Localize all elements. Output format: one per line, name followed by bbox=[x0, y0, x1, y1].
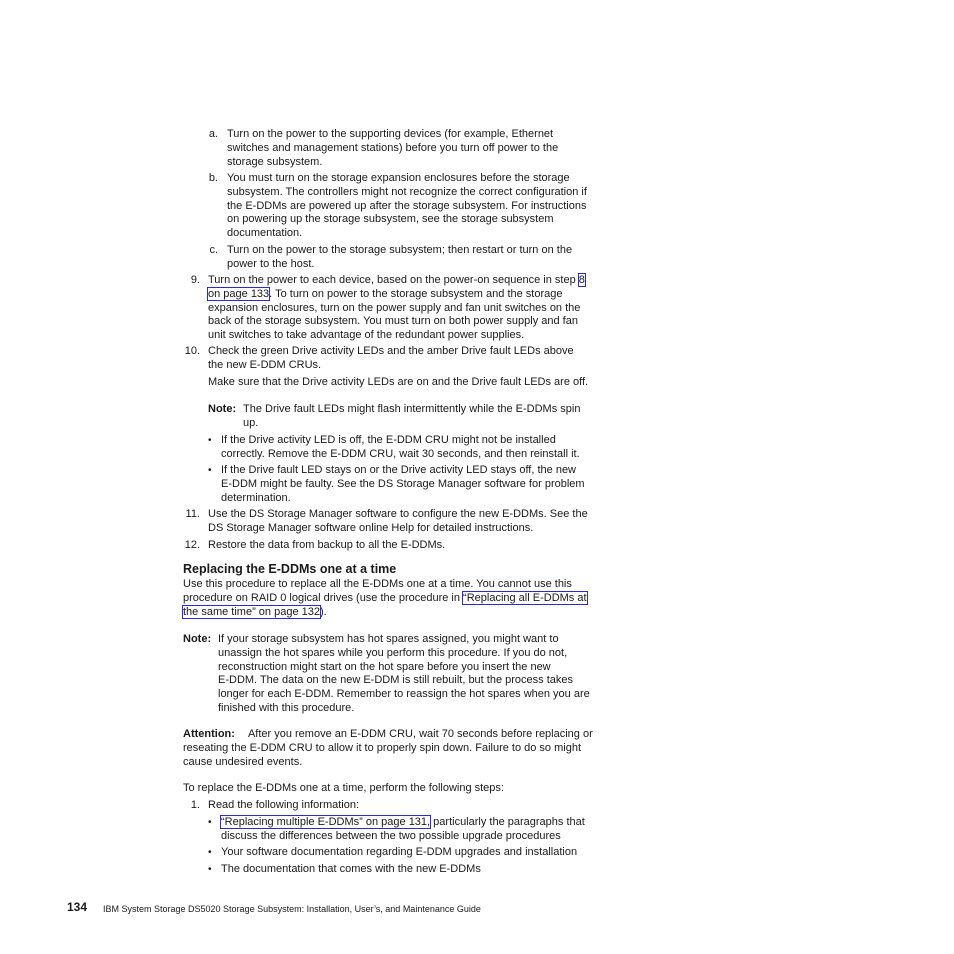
step-10-text: Check the green Drive activity LEDs and the amber Drive fault LEDs above the new E-DDM CRUs. bbox=[208, 345, 574, 371]
substep-a-marker: a. bbox=[208, 128, 218, 140]
substep-c-marker: c. bbox=[209, 244, 218, 256]
bullet-dot: • bbox=[208, 864, 212, 875]
steps-intro: To replace the E-DDMs one at a time, perform the following steps: bbox=[183, 782, 504, 794]
step-10-note-label: Note: bbox=[208, 403, 237, 415]
step-9-text: Turn on the power to each device, based on the power-on sequence in step 8 on page 133. To turn on power to the storage subsystem and the storage expansion enclosures, turn on the power supply and fan unit switches on the back of the storage subsystem. You must turn on both power supply and fan unit switches to take advantage of the redundant power supplies. bbox=[208, 274, 585, 342]
substep-b-marker: b. bbox=[208, 172, 218, 184]
page-number: 134 bbox=[67, 900, 88, 914]
replacing-all-link-part2[interactable]: the same time” on page 132 bbox=[183, 605, 320, 618]
replacing-multiple-link[interactable]: “Replacing multiple E-DDMs” on page 131, bbox=[221, 816, 431, 828]
bullet-dot: • bbox=[208, 465, 212, 476]
substep-c-text: Turn on the power to the storage subsystem; then restart or turn on the power to the host. bbox=[227, 244, 573, 270]
step-11-text: Use the DS Storage Manager software to configure the new E-DDMs. See the DS Storage Manager software online Help for detailed instructions. bbox=[208, 508, 588, 534]
bullet-dot: • bbox=[208, 817, 212, 828]
step-10-note-line2: up. bbox=[243, 417, 259, 429]
substep-b-text: You must turn on the storage expansion enclosures before the storage subsystem. The controllers might not recognize the correct configuration if the E-DDMs are powered up after the storage subsystem. For instructions on powering up the storage subsystem, see the storage subsystem documentation. bbox=[227, 172, 587, 240]
step-10-note-line1: The Drive fault LEDs might flash intermittently while the E-DDMs spin bbox=[243, 403, 581, 415]
section-note-text: If your storage subsystem has hot spares assigned, you might want to unassign the hot spares while you perform this procedure. If you do not, reconstruction might start on the hot spare before you insert the new E-DDM. The data on the new E-DDM is still rebuilt, but the process takes longer for each E-DDM. Remember to reassign the hot spares when you are finished with this procedure. bbox=[218, 633, 590, 714]
step-10-marker: 10. bbox=[184, 345, 200, 357]
substep-a-text: Turn on the power to the supporting devices (for example, Ethernet switches and management stations) before you turn off power to the storage subsystem. bbox=[227, 128, 559, 168]
replacing-all-link-part1[interactable]: “Replacing all E-DDMs at bbox=[463, 591, 587, 604]
bullet-dot: • bbox=[208, 435, 212, 446]
section-bullet-3: The documentation that comes with the new E-DDMs bbox=[221, 863, 481, 875]
bullet-dot: • bbox=[208, 847, 212, 858]
step-10-para: Make sure that the Drive activity LEDs are on and the Drive fault LEDs are off. bbox=[208, 376, 589, 388]
section-intro: Use this procedure to replace all the E-DDMs one at a time. You cannot use this procedure on RAID 0 logical drives (use the procedure in “Replacing all E-DDMs at the same time” on page 132). bbox=[183, 578, 587, 618]
section-bullet-1: “Replacing multiple E-DDMs” on page 131, particularly the paragraphs that discuss the differences between the two possible upgrade procedures bbox=[221, 816, 585, 842]
step-10-bullet-2: If the Drive fault LED stays on or the Drive activity LED stays off, the new E-DDM might be faulty. See the DS Storage Manager software for problem determination. bbox=[221, 464, 585, 504]
step-9-marker: 9. bbox=[190, 274, 200, 286]
step-8-link[interactable]: 8 bbox=[578, 274, 585, 286]
attention-block: Attention: After you remove an E-DDM CRU, wait 70 seconds before replacing or reseating the E-DDM CRU to allow it to properly spin down. Failure to do so might cause undesired events. bbox=[183, 728, 593, 768]
attention-label: Attention: bbox=[183, 728, 235, 740]
step-10-bullet-1: If the Drive activity LED is off, the E-DDM CRU might not be installed correctly. Remove the E-DDM CRU, wait 30 seconds, and then reinstall it. bbox=[221, 434, 580, 460]
footer-title: IBM System Storage DS5020 Storage Subsystem: Installation, User’s, and Maintenance Guide bbox=[103, 904, 481, 914]
section-bullet-2: Your software documentation regarding E-DDM upgrades and installation bbox=[221, 846, 578, 858]
step-12-marker: 12. bbox=[184, 539, 200, 551]
section-note-label: Note: bbox=[183, 633, 212, 645]
page-133-link[interactable]: on page 133 bbox=[208, 287, 270, 300]
section-step-1-text: Read the following information: bbox=[208, 799, 360, 811]
section-heading: Replacing the E-DDMs one at a time bbox=[183, 562, 397, 576]
step-12-text: Restore the data from backup to all the E-DDMs. bbox=[208, 539, 446, 551]
step-11-marker: 11. bbox=[185, 508, 200, 520]
section-step-1-marker: 1. bbox=[190, 799, 200, 811]
